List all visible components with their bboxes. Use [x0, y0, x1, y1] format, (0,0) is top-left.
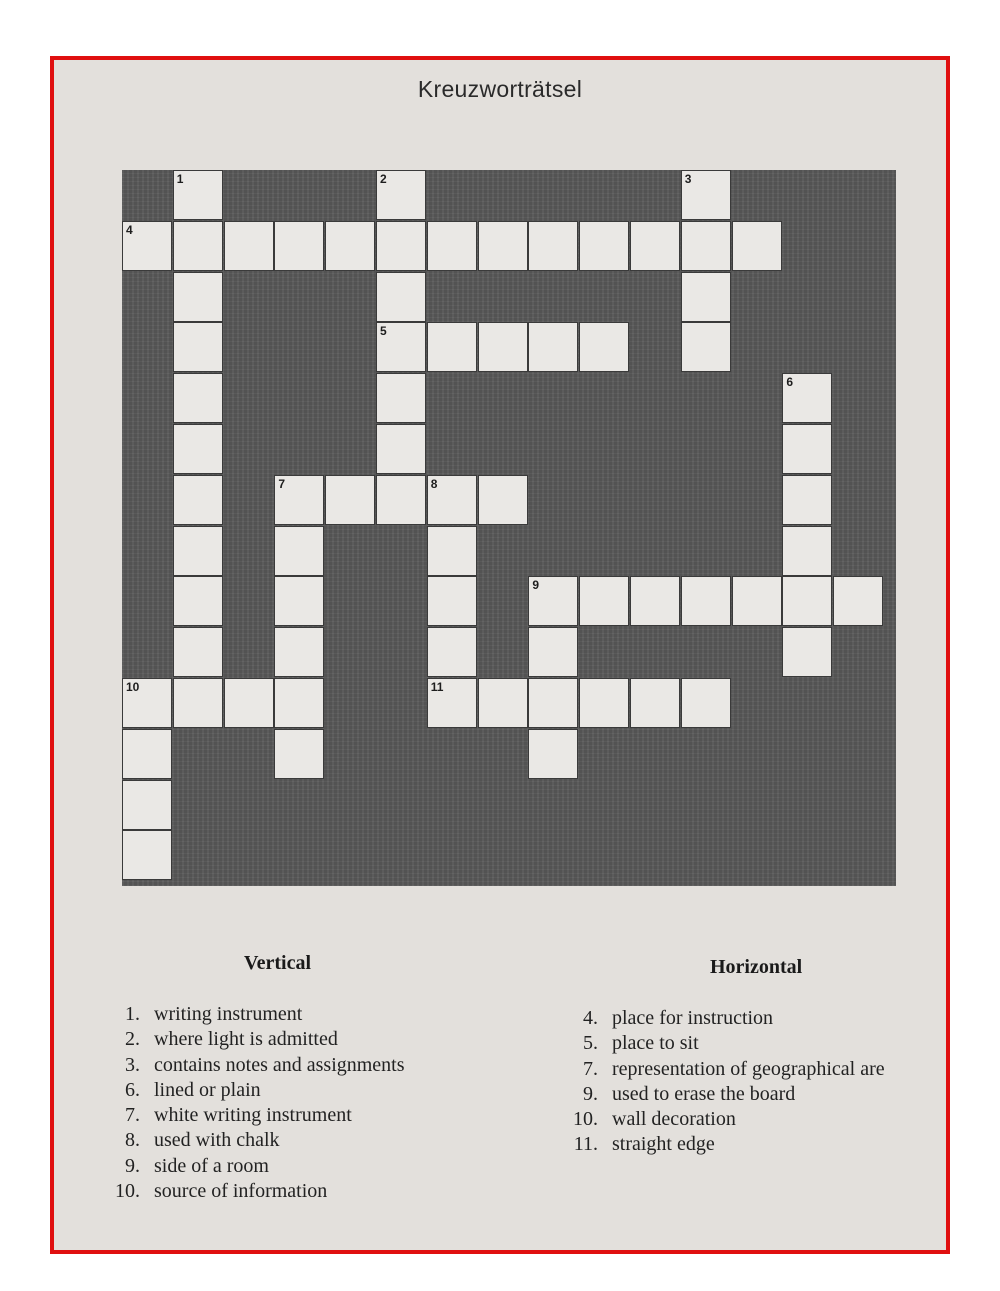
clue-number: 8.	[125, 1129, 140, 1152]
crossword-cell[interactable]	[479, 222, 527, 270]
crossword-cell[interactable]	[275, 222, 323, 270]
crossword-cell[interactable]	[174, 323, 222, 371]
crossword-cell[interactable]	[326, 222, 374, 270]
clue-text: white writing instrument	[154, 1104, 352, 1127]
crossword-cell[interactable]	[479, 323, 527, 371]
clue-number: 6.	[125, 1078, 140, 1101]
clue-item	[98, 1128, 405, 1153]
clue-number: 7.	[125, 1104, 140, 1127]
crossword-cell[interactable]	[783, 425, 831, 473]
crossword-cell[interactable]	[174, 527, 222, 575]
clue-text: lined or plain	[154, 1078, 261, 1101]
crossword-cell[interactable]	[580, 679, 628, 727]
clue-number: 1.	[125, 1003, 140, 1025]
clue-start-number: 7	[278, 476, 286, 491]
clue-number: 9.	[583, 1082, 598, 1105]
clue-text: contains notes and assignments	[154, 1053, 405, 1076]
crossword-cell[interactable]	[428, 679, 476, 727]
vertical-clues-list	[98, 1002, 405, 1204]
clue-number: 10.	[573, 1108, 598, 1131]
crossword-cell[interactable]	[834, 577, 882, 625]
clue-text: writing instrument	[154, 1003, 303, 1025]
page-title: Kreuzworträtsel	[417, 76, 583, 102]
crossword-cell[interactable]	[174, 171, 222, 219]
crossword-cell[interactable]	[428, 527, 476, 575]
clue-item	[556, 1132, 885, 1157]
crossword-grid	[122, 170, 896, 886]
clue-text: straight edge	[612, 1133, 715, 1156]
crossword-cell[interactable]	[529, 222, 577, 270]
clue-start-number: 9	[532, 578, 540, 593]
horizontal-clues-list	[556, 1006, 885, 1158]
crossword-cell[interactable]	[377, 171, 425, 219]
crossword-cell[interactable]	[428, 323, 476, 371]
crossword-cell[interactable]	[529, 577, 577, 625]
clue-item	[98, 1179, 405, 1204]
crossword-cell[interactable]	[377, 476, 425, 524]
clue-number: 10.	[115, 1180, 140, 1203]
crossword-cell[interactable]	[428, 577, 476, 625]
crossword-cell[interactable]	[174, 425, 222, 473]
clue-text: used to erase the board	[612, 1082, 796, 1105]
clue-text: source of information	[154, 1180, 328, 1203]
clue-item	[98, 1103, 405, 1128]
clue-text: place to sit	[612, 1032, 699, 1055]
clue-item	[98, 1078, 405, 1103]
crossword-cell[interactable]	[479, 476, 527, 524]
crossword-cell[interactable]	[123, 831, 171, 879]
crossword-cell[interactable]	[631, 577, 679, 625]
crossword-cell[interactable]	[631, 222, 679, 270]
crossword-cell[interactable]	[580, 577, 628, 625]
clue-item	[556, 1082, 885, 1107]
clue-number: 5.	[583, 1032, 598, 1055]
crossword-cell[interactable]	[783, 476, 831, 524]
crossword-cell[interactable]	[377, 374, 425, 422]
crossword-cell[interactable]	[783, 527, 831, 575]
crossword-cell[interactable]	[377, 222, 425, 270]
clue-text: used with chalk	[154, 1129, 280, 1152]
clue-text: where light is admitted	[154, 1028, 338, 1051]
crossword-cell[interactable]	[733, 577, 781, 625]
clue-item	[98, 1027, 405, 1052]
crossword-cell[interactable]	[377, 323, 425, 371]
crossword-cell[interactable]	[479, 679, 527, 727]
crossword-cell[interactable]	[275, 577, 323, 625]
crossword-cell[interactable]	[377, 273, 425, 321]
clue-start-number: 10	[126, 680, 140, 694]
clue-text: representation of geographical are	[612, 1057, 885, 1080]
crossword-cell[interactable]	[377, 425, 425, 473]
crossword-cell[interactable]	[174, 273, 222, 321]
clue-item	[556, 1107, 885, 1132]
crossword-cell[interactable]	[783, 628, 831, 676]
clue-number: 7.	[583, 1057, 598, 1080]
crossword-cell[interactable]	[783, 374, 831, 422]
clue-start-number: 1	[176, 172, 184, 186]
clue-start-number: 8	[430, 476, 438, 491]
crossword-cell[interactable]	[174, 679, 222, 727]
crossword-cell[interactable]	[682, 273, 730, 321]
crossword-cell[interactable]	[174, 628, 222, 676]
clue-number: 11.	[573, 1133, 598, 1156]
crossword-cell[interactable]	[529, 323, 577, 371]
clue-number: 3.	[125, 1053, 140, 1076]
crossword-cell[interactable]	[428, 222, 476, 270]
crossword-cell[interactable]	[174, 577, 222, 625]
crossword-cell[interactable]	[682, 171, 730, 219]
crossword-cell[interactable]	[174, 374, 222, 422]
crossword-cell[interactable]	[682, 222, 730, 270]
crossword-cell[interactable]	[783, 577, 831, 625]
crossword-cell[interactable]	[529, 730, 577, 778]
clue-text: side of a room	[154, 1154, 269, 1177]
clue-item	[98, 1002, 405, 1027]
crossword-cell[interactable]	[174, 476, 222, 524]
clue-item	[556, 1057, 885, 1082]
crossword-cell[interactable]	[733, 222, 781, 270]
clue-number: 2.	[125, 1028, 140, 1051]
crossword-cell[interactable]	[123, 730, 171, 778]
crossword-cell[interactable]	[275, 476, 323, 524]
crossword-cell[interactable]	[123, 781, 171, 829]
clue-item	[556, 1006, 885, 1031]
clue-text: place for instruction	[612, 1007, 774, 1029]
crossword-cell[interactable]	[682, 577, 730, 625]
crossword-cell[interactable]	[428, 628, 476, 676]
crossword-cell[interactable]	[326, 476, 374, 524]
crossword-cell[interactable]	[529, 628, 577, 676]
clue-item	[98, 1053, 405, 1078]
crossword-cell[interactable]	[275, 527, 323, 575]
crossword-cell[interactable]	[225, 222, 273, 270]
clue-start-number: 4	[126, 222, 133, 237]
crossword-cell[interactable]	[225, 679, 273, 727]
clue-number: 4.	[583, 1007, 598, 1029]
crossword-cell[interactable]	[529, 679, 577, 727]
crossword-cell[interactable]	[428, 476, 476, 524]
crossword-cell[interactable]	[174, 222, 222, 270]
crossword-cell[interactable]	[682, 323, 730, 371]
crossword-cell[interactable]	[275, 628, 323, 676]
crossword-cell[interactable]	[682, 679, 730, 727]
crossword-cell[interactable]	[580, 323, 628, 371]
clue-start-number: 6	[786, 375, 794, 390]
clue-start-number: 2	[380, 172, 387, 186]
clue-start-number: 3	[684, 172, 692, 186]
clue-text: wall decoration	[612, 1108, 736, 1131]
worksheet-page	[50, 56, 950, 1254]
crossword-cell[interactable]	[123, 679, 171, 727]
crossword-cell[interactable]	[275, 679, 323, 727]
crossword-cell[interactable]	[275, 730, 323, 778]
horizontal-clues-heading: Horizontal	[710, 956, 803, 978]
clue-start-number: 11	[430, 680, 444, 694]
clue-item	[556, 1031, 885, 1056]
clue-number: 9.	[125, 1154, 140, 1177]
clue-start-number: 5	[380, 324, 387, 339]
crossword-cell[interactable]	[631, 679, 679, 727]
crossword-cell[interactable]	[123, 222, 171, 270]
clue-item	[98, 1154, 405, 1179]
crossword-cell[interactable]	[580, 222, 628, 270]
vertical-clues-heading: Vertical	[244, 952, 312, 974]
